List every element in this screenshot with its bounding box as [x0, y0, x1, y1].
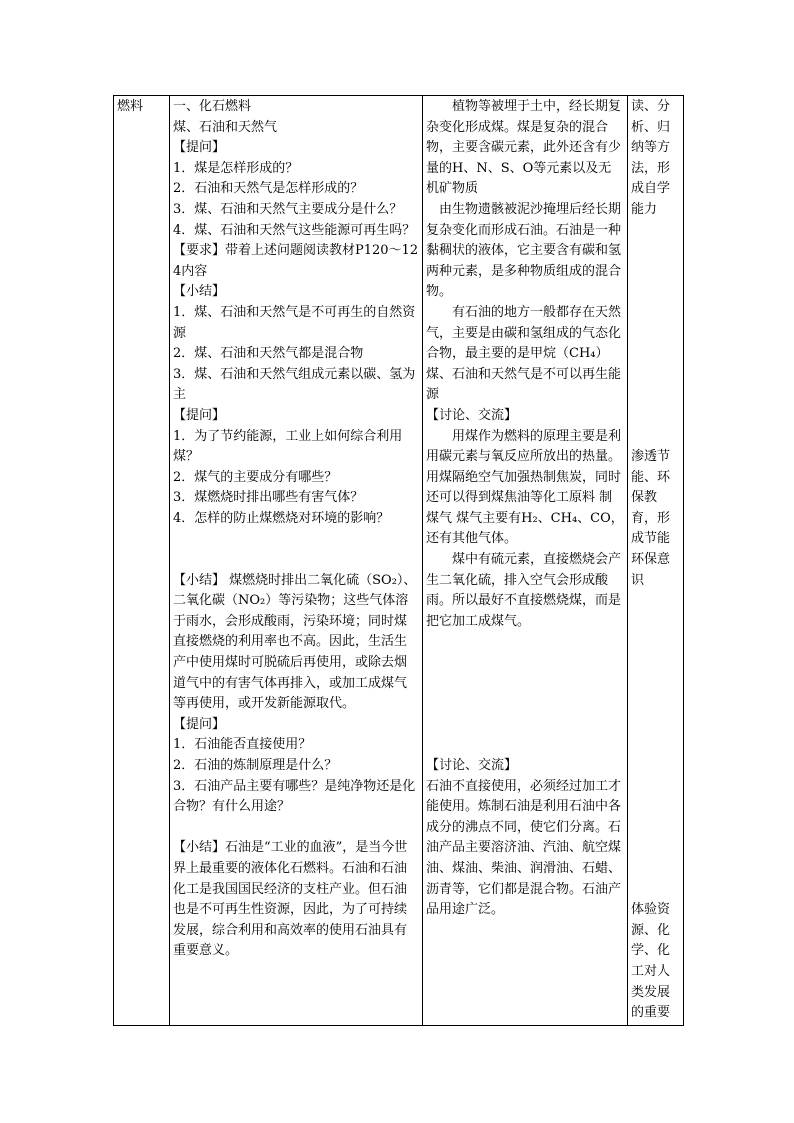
spacer	[631, 756, 680, 777]
spacer	[631, 221, 680, 242]
spacer	[631, 365, 680, 386]
question-item: 2．石油的炼制原理是什么？	[173, 758, 338, 773]
spacer	[631, 797, 680, 818]
discussion-heading: 【讨论、交流】	[426, 758, 518, 773]
question-heading: 【提问】	[173, 407, 226, 423]
spacer	[631, 385, 680, 406]
spacer	[426, 653, 624, 674]
summary-item: 3．煤、石油和天然气组成元素以碳、氢为主	[173, 366, 416, 403]
table-row	[114, 96, 684, 1026]
question-item: 2．石油和天然气是怎样形成的？	[173, 181, 364, 197]
row-label: 燃料	[117, 99, 144, 114]
spacer	[631, 674, 680, 695]
section-subtitle: 煤、石油和天然气	[173, 119, 278, 135]
answer-paragraph: 由生物遗骸被泥沙掩埋后经长期复杂变化而形成石油。石油是一种黏稠状的液体，它主要含有碳和氢两种元素，是多种物质组成的混合物。	[426, 201, 622, 300]
question-item: 2．煤气的主要成分有哪些？	[173, 469, 338, 485]
spacer	[426, 694, 624, 715]
question-item: 1．煤是怎样形成的？	[173, 160, 299, 176]
spacer	[426, 735, 624, 756]
intent-text: 体验资源、化学、化工对人类发展的重要	[631, 902, 671, 1021]
question-item: 4．怎样的防止煤燃烧对环境的影响？	[173, 510, 390, 526]
question-item: 1．石油能否直接使用？	[173, 737, 312, 753]
spacer	[631, 880, 680, 901]
question-item: 4．煤、石油和天然气这些能源可再生吗？	[173, 222, 416, 238]
question-heading: 【提问】	[173, 716, 226, 732]
answer-paragraph: 石油不直接使用，必须经过加工才能使用。炼制石油是利用石油中各成分的沸点不同，使它们分离。石油产品主要溶济油、汽油、航空煤油、煤油、柴油、润滑油、石蜡、沥青等，它们都是混合物。石油产品用途广泛。	[426, 778, 622, 918]
spacer	[631, 715, 680, 736]
answer-paragraph: 有石油的地方一般都存在天然气，主要是由碳和氢组成的气态化合物，最主要的是甲烷（CH₄）	[426, 304, 622, 362]
spacer	[631, 735, 680, 756]
question-item: 3．煤、石油和天然气主要成分是什么？	[173, 201, 403, 217]
summary-paragraph: 【小结】 煤燃烧时排出二氧化硫（SO₂）、二氧化碳（NO₂）等污染物；这些气体溶于雨水，会形成酸雨，污染环境；同时煤直接燃烧的利用率也不高。因此，生活生产中使用煤时可脱硫后再使用，或除去烟道气中的有害气体再排入，或加工成煤气等再使用，或开发新能源取代。	[173, 572, 417, 712]
spacer	[631, 612, 680, 633]
section-title: 一、化石燃料	[173, 99, 252, 114]
question-item: 3．煤燃烧时排出哪些有害气体？	[173, 490, 364, 506]
spacer	[631, 262, 680, 283]
spacer	[631, 406, 680, 427]
summary-item: 2．煤、石油和天然气都是混合物	[173, 346, 364, 362]
question-item: 3．石油产品主要有哪些？是纯净物还是化合物？有什么用途？	[173, 778, 416, 815]
row-label-cell	[114, 96, 170, 1026]
design-intent-cell	[628, 96, 684, 1026]
summary-heading: 【小结】	[173, 284, 226, 300]
intent-text: 渗透节能、环保教育，形成节能环保意识	[631, 449, 671, 588]
spacer	[631, 324, 680, 345]
spacer	[631, 777, 680, 798]
spacer	[631, 241, 680, 262]
spacer	[173, 818, 419, 839]
spacer	[631, 303, 680, 324]
intent-text: 读、分析、归纳等方法，形成自学能力	[631, 99, 671, 217]
spacer	[631, 427, 680, 448]
spacer	[631, 632, 680, 653]
answer-paragraph: 用煤作为燃料的原理主要是利用碳元素与氧反应所放出的热量。用煤隔绝空气加强热制焦炭，同时还可以得到煤焦油等化工原料 制煤气 煤气主要有H₂、CH₄、CO，还有其他气体。	[426, 428, 624, 547]
summary-item: 1．煤、石油和天然气是不可再生的自然资源	[173, 304, 416, 341]
spacer	[631, 344, 680, 365]
student-activity-cell	[423, 96, 628, 1026]
lesson-table	[113, 95, 684, 1026]
answer-paragraph: 煤、石油和天然气是不可以再生能源	[426, 366, 622, 403]
requirement-text: 【要求】带着上述问题阅读教材P120～124内容	[173, 243, 419, 279]
summary-paragraph: 【小结】石油是“工业的血液”，是当今世界上最重要的液体化石燃料。石油和石油化工是我国国民经济的支柱产业。但石油也是不可再生性资源，因此，为了可持续发展，综合利用和高效率的使用石油具有重要意义。	[173, 840, 408, 959]
discussion-heading: 【讨论、交流】	[426, 407, 518, 423]
answer-paragraph: 煤中有硫元素，直接燃烧会产生二氧化硫，排入空气会形成酸雨。所以最好不直接燃烧煤，而是把它加工成煤气。	[426, 552, 622, 629]
spacer	[173, 550, 419, 571]
spacer	[631, 838, 680, 859]
spacer	[631, 694, 680, 715]
spacer	[631, 282, 680, 303]
spacer	[631, 818, 680, 839]
spacer	[173, 529, 419, 550]
question-item: 1．为了节约能源，工业上如何综合利用煤？	[173, 428, 403, 465]
spacer	[426, 674, 624, 695]
spacer	[426, 632, 624, 653]
spacer	[631, 859, 680, 880]
teacher-activity-cell	[170, 96, 423, 1026]
answer-paragraph: 植物等被埋于土中，经长期复杂变化形成煤。煤是复杂的混合物，主要含碳元素，此外还含有少量的H、N、S、O等元素以及无机矿物质	[426, 99, 622, 197]
spacer	[631, 591, 680, 612]
spacer	[631, 653, 680, 674]
question-heading: 【提问】	[173, 140, 226, 156]
spacer	[426, 715, 624, 736]
